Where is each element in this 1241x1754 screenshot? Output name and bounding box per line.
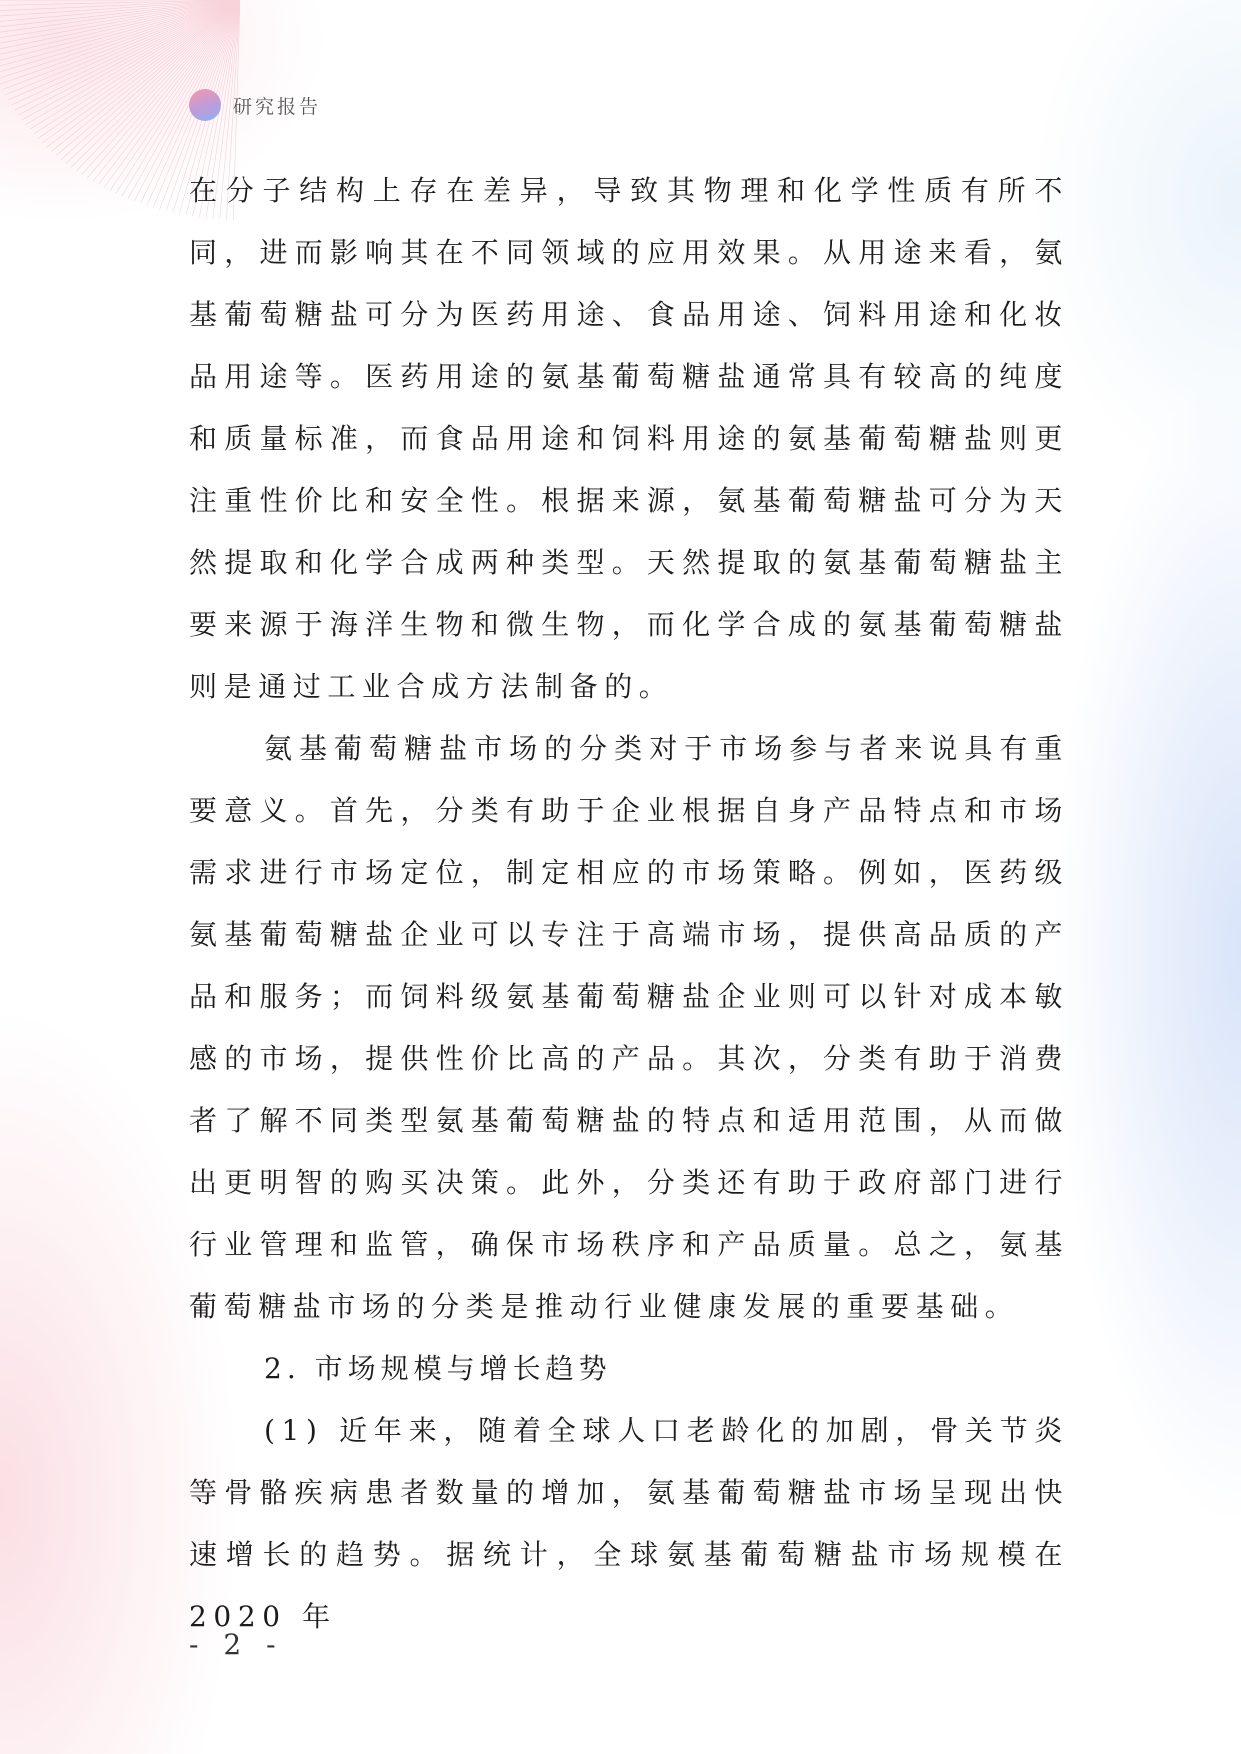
paragraph: (1) 近年来，随着全球人口老龄化的加剧，骨关节炎等骨骼疾病患者数量的增加，氨基葡萄糖盐市场呈现出快速增长的趋势。据统计，全球氨基葡萄糖盐市场规模在 2020 年: [189, 1414, 1069, 1633]
page-number: - 2 -: [189, 1628, 284, 1661]
section-heading: 2. 市场规模与增长趋势: [264, 1352, 612, 1385]
header-title: 研究报告: [233, 95, 322, 118]
paragraph: 氨基葡萄糖盐市场的分类对于市场参与者来说具有重要意义。首先，分类有助于企业根据自身产品特点和市场需求进行市场定位，制定相应的市场策略。例如，医药级氨基葡萄糖盐企业可以专注于高端市场，提供高品质的产品和服务；而饲料级氨基葡萄糖盐企业则可以针对成本敏感的市场，提供性价比高的产品。其次，分类有助于消费者了解不同类型氨基葡萄糖盐的特点和适用范围，从而做出更明智的购买决策。此外，分类还有助于政府部门进行行业管理和监管，确保市场秩序和产品质量。总之，氨基葡萄糖盐市场的分类是推动行业健康发展的重要基础。: [189, 732, 1069, 1323]
report-logo-icon: [189, 89, 221, 121]
document-body: [189, 160, 1069, 1648]
paragraph: 在分子结构上存在差异，导致其物理和化学性质有所不同，进而影响其在不同领域的应用效果。从用途来看，氨基葡萄糖盐可分为医药用途、食品用途、饲料用途和化妆品用途等。医药用途的氨基葡萄糖盐通常具有较高的纯度和质量标准，而食品用途和饲料用途的氨基葡萄糖盐则更注重性价比和安全性。根据来源，氨基葡萄糖盐可分为天然提取和化学合成两种类型。天然提取的氨基葡萄糖盐主要来源于海洋生物和微生物，而化学合成的氨基葡萄糖盐则是通过工业合成方法制备的。: [189, 174, 1069, 703]
page-header: [189, 88, 321, 122]
